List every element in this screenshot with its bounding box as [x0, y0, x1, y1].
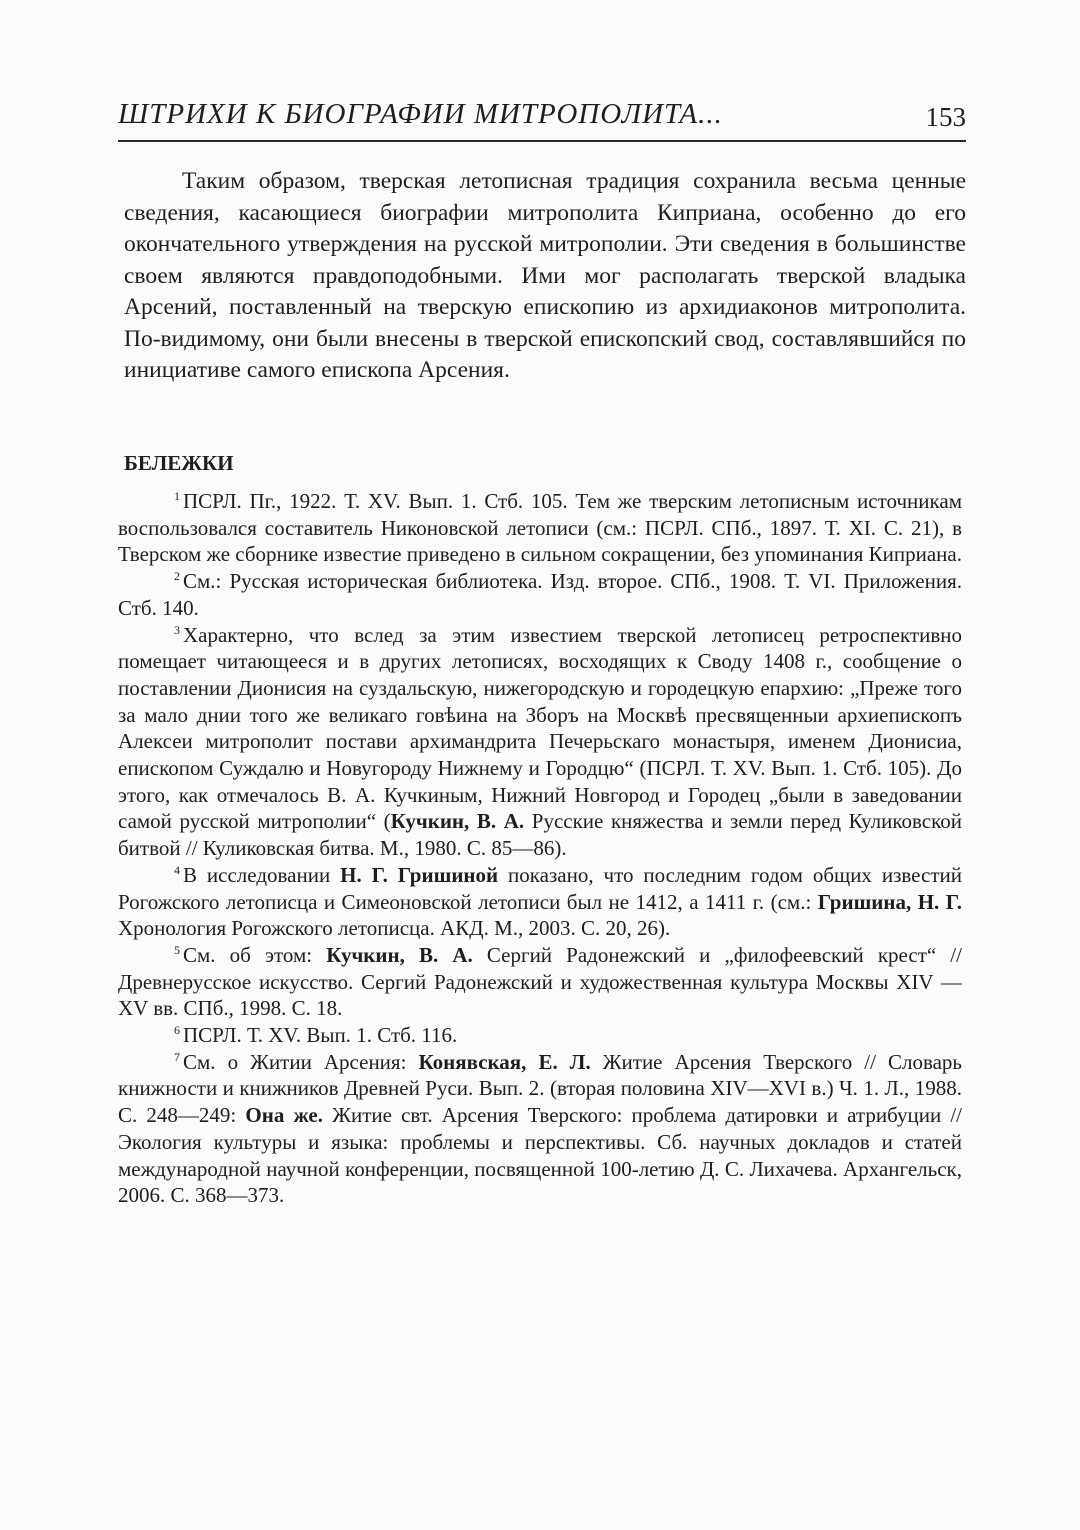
footnote-7	[118, 1049, 962, 1209]
author-name: Н. Г. Гришиной	[340, 862, 499, 887]
footnote-6	[118, 1022, 962, 1049]
footnote-4	[118, 862, 962, 942]
author-name: Кучкин, В. А.	[326, 942, 473, 967]
page-number: 153	[925, 102, 966, 132]
footnote-text: Житие свт. Арсения Тверского: проблема датировки и атрибуции // Экология культуры и языка: проблемы и перспективы. Сб. научных докладов и статей международной научной конференции, посвященной 100-летию Д. С. Лихачева. Архангельск, 2006. С. 368—373.	[118, 1103, 962, 1208]
notes-heading: БЕЛЕЖКИ	[124, 451, 234, 475]
footnote-text: Житие Арсения Тверского // Словарь книжности и книжников Древней Руси. Вып. 2. (вторая половина XIV—XVI в.) Ч. 1. Л., 1988. С. 248—249:	[118, 1049, 963, 1128]
footnote-text: показано, что последним годом общих известий Рогожского летописца и Симеоновской летописи был не 1412, а 1411 г. (см.:	[118, 862, 962, 914]
body-paragraph: Таким образом, тверская летописная традиция сохранила весьма ценные сведения, касающиеся биографии митрополита Киприана, особенно до его окончательного утверждения на русской митрополии. Эти сведения в большинстве своем являются правдоподобными. Ими мог располагать тверской владыка Арсений, поставленный на тверскую епископию из архидиаконов митрополита. По-видимому, они были внесены в тверской епископский свод, составлявшийся по инициативе самого епископа Арсения.	[124, 168, 966, 383]
footnote-text: ПСРЛ. Пг., 1922. Т. XV. Вып. 1. Стб. 105. Тем же тверским летописным источникам воспользовался составитель Никоновской летописи (см.: ПСРЛ. СПб., 1897. Т. XI. С. 21), в Тверском же сборнике известие приведено в сильном сокращении, без упоминания Киприана.	[118, 489, 962, 567]
footnote-1	[118, 488, 962, 568]
footnote-number: 6	[174, 1023, 180, 1038]
author-name: Конявская, Е. Л.	[418, 1049, 591, 1074]
author-name: Кучкин, В. А.	[390, 809, 525, 834]
footnote-number: 1	[174, 489, 180, 503]
footnote-text: См. об этом:	[183, 942, 327, 967]
author-name: Гришина, Н. Г.	[817, 889, 962, 914]
footnote-text: ПСРЛ. Т. XV. Вып. 1. Стб. 116.	[183, 1023, 458, 1048]
footnote-text: В исследовании	[183, 862, 341, 887]
footnote-number: 3	[174, 622, 180, 637]
footnote-number: 4	[174, 862, 180, 877]
footnote-text: Хронология Рогожского летописца. АКД. М., 2003. С. 20, 26).	[118, 916, 671, 941]
footnote-text: Русские княжества и земли перед Куликовской битвой // Куликовская битва. М., 1980. С. 85—86).	[118, 809, 962, 861]
footnote-number: 2	[174, 569, 180, 584]
running-header	[118, 98, 966, 142]
footnote-text: См.: Русская историческая библиотека. Изд. второе. СПб., 1908. Т. VI. Приложения. Стб. 140.	[118, 569, 962, 620]
footnote-text: Характерно, что вслед за этим известием тверской летописец ретроспективно помещает читающееся и в других летописях, восходящих к Своду 1408 г., сообщение о поставлении Дионисия на суздальскую, нижегородскую и городецкую епархию: „Преже того за мало днии того же великаго говѣина на Зборъ на Москвѣ пресвященныи архиепископъ Алексеи митрополит постави архимандрита Печерьскаго монастыря, именем Дионисиа, епископом Суждалю и Новугороду Нижнему и Городцю“ (ПСРЛ. Т. XV. Вып. 1. Стб. 105). До этого, как отмечалось В. А. Кучкиным, Нижний Новгород и Городец „были в заведовании самой русской митрополии“ (	[118, 622, 962, 834]
footnote-5	[118, 942, 962, 1022]
footnote-number: 7	[174, 1049, 180, 1064]
author-name: Она же.	[245, 1103, 323, 1128]
footnote-number: 5	[174, 942, 180, 957]
running-title: ШТРИХИ К БИОГРАФИИ МИТРОПОЛИТА...	[118, 98, 723, 130]
footnote-text: См. о Житии Арсения:	[183, 1049, 419, 1074]
footnote-2	[118, 568, 962, 621]
footnote-3	[118, 622, 962, 862]
footnotes-list	[118, 488, 962, 1209]
footnote-text: Сергий Радонежский и „филофеевский крест“ // Древнерусское искусство. Сергий Радонежский и художественная культура Москвы XIV — XV вв. СПб., 1998. С. 18.	[118, 942, 962, 1021]
